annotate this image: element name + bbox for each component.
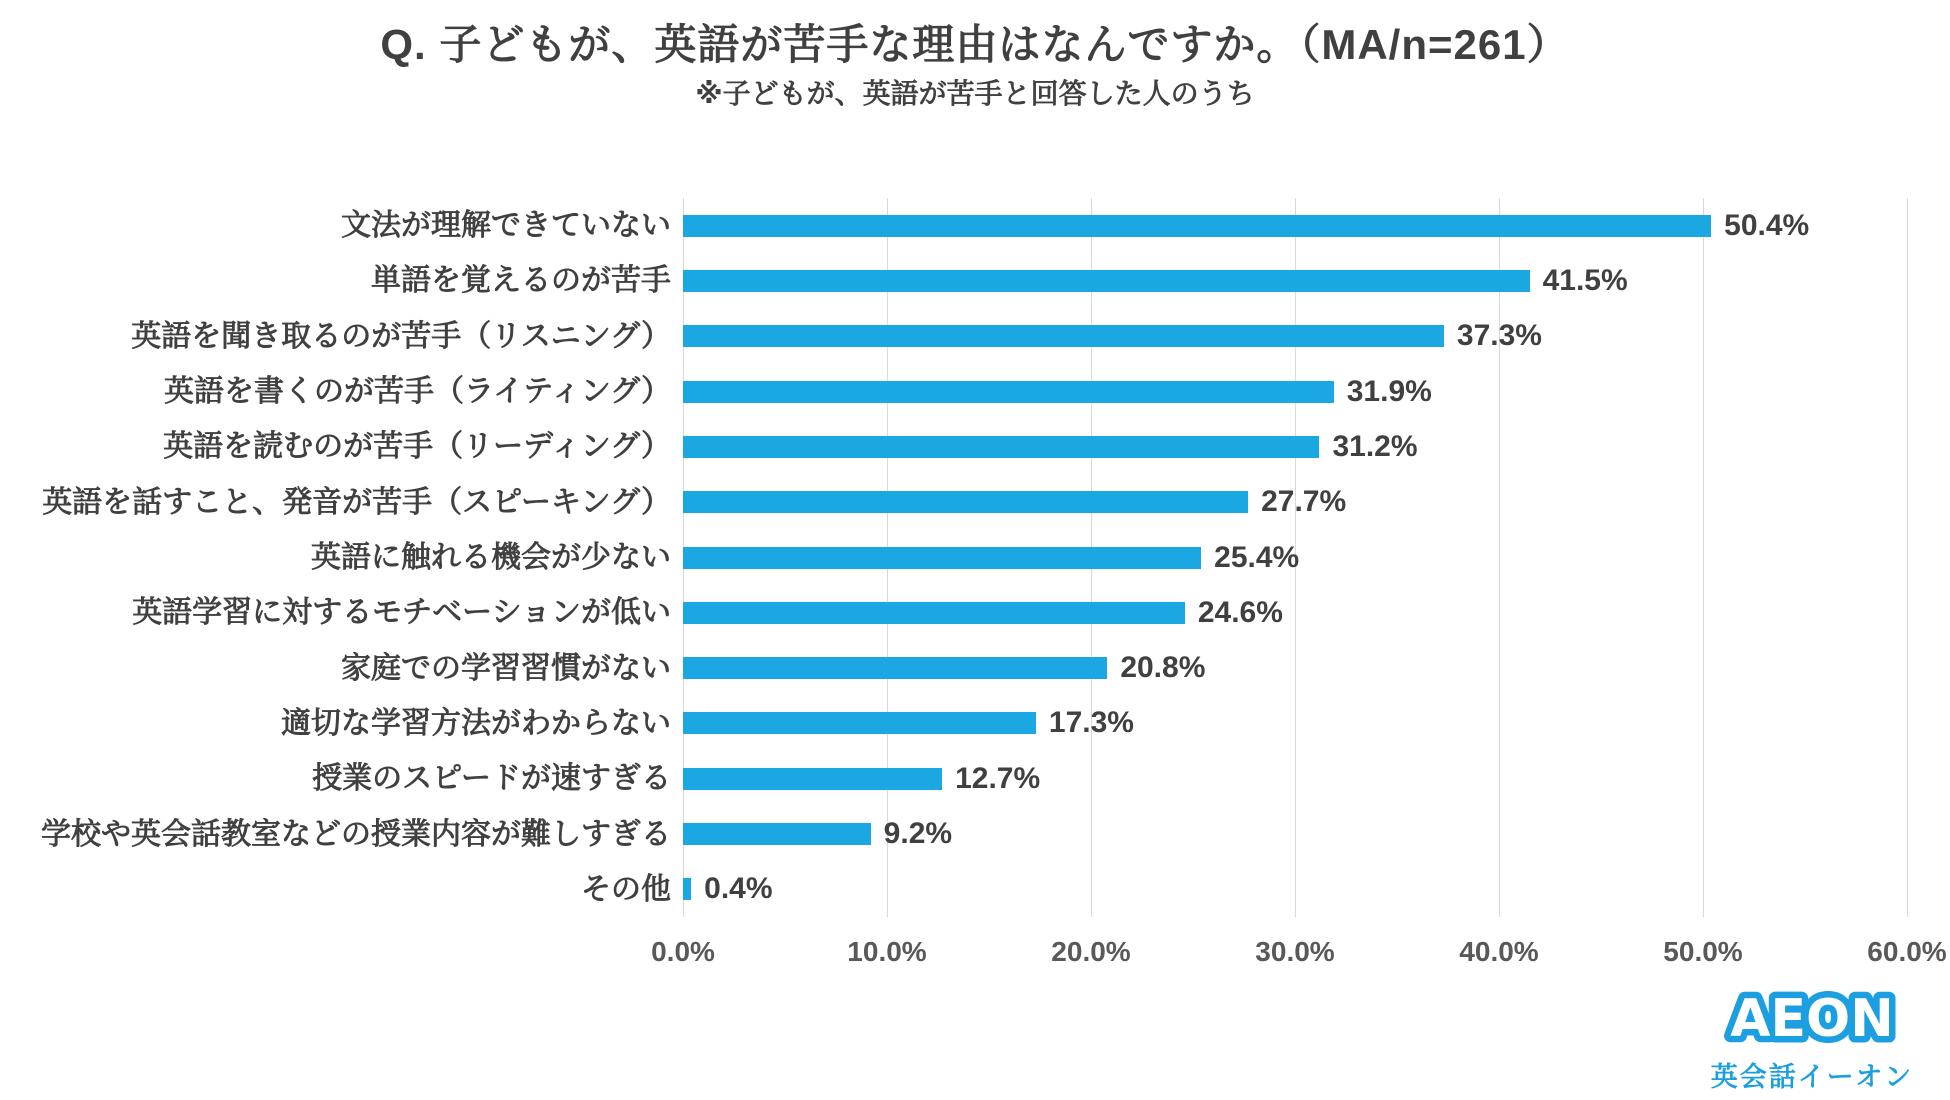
value-label: 50.4% bbox=[1724, 208, 1810, 242]
bar-row bbox=[683, 862, 1907, 917]
bar bbox=[683, 325, 1444, 347]
bar bbox=[683, 878, 691, 900]
gridline bbox=[1907, 198, 1908, 917]
aeon-logo-caption: 英会話イーオン bbox=[1710, 1062, 1914, 1092]
category-label: 英語を聞き取るのが苦手（リスニング） bbox=[131, 319, 671, 353]
bar-rows bbox=[683, 198, 1907, 917]
bar-row bbox=[683, 585, 1907, 640]
category-row bbox=[0, 696, 683, 751]
bar bbox=[683, 436, 1319, 458]
category-row bbox=[0, 198, 683, 253]
category-row bbox=[0, 530, 683, 585]
plot-area bbox=[683, 198, 1907, 917]
category-axis bbox=[0, 198, 683, 917]
category-label: 学校や英会話教室などの授業内容が難しすぎる bbox=[41, 817, 671, 851]
x-axis-tick: 50.0% bbox=[1663, 936, 1743, 967]
category-row bbox=[0, 806, 683, 861]
bar bbox=[683, 491, 1248, 513]
bar-row bbox=[683, 475, 1907, 530]
category-row bbox=[0, 862, 683, 917]
aeon-logo-mark bbox=[1692, 980, 1932, 1052]
value-label: 31.9% bbox=[1346, 374, 1432, 408]
category-label: 英語を話すこと、発音が苦手（スピーキング） bbox=[42, 485, 671, 519]
value-label: 25.4% bbox=[1214, 540, 1300, 574]
category-row bbox=[0, 364, 683, 419]
x-axis-tick: 60.0% bbox=[1867, 936, 1947, 967]
category-row bbox=[0, 475, 683, 530]
bar-row bbox=[683, 530, 1907, 585]
bar bbox=[683, 270, 1530, 292]
bar bbox=[683, 768, 942, 790]
bar bbox=[683, 823, 871, 845]
bar bbox=[683, 215, 1711, 237]
category-row bbox=[0, 419, 683, 474]
value-label: 20.8% bbox=[1120, 651, 1206, 685]
value-label: 31.2% bbox=[1332, 429, 1418, 463]
category-row bbox=[0, 641, 683, 696]
category-label: 英語学習に対するモチベーションが低い bbox=[132, 596, 671, 630]
bar-row bbox=[683, 751, 1907, 806]
value-label: 17.3% bbox=[1048, 706, 1134, 740]
bar bbox=[683, 712, 1036, 734]
value-label: 37.3% bbox=[1456, 319, 1542, 353]
bar bbox=[683, 381, 1334, 403]
bar-row bbox=[683, 641, 1907, 696]
value-label: 0.4% bbox=[704, 872, 773, 906]
category-label: 授業のスピードが速すぎる bbox=[312, 762, 671, 796]
x-axis bbox=[651, 936, 1947, 972]
category-label: 文法が理解できていない bbox=[341, 209, 671, 243]
bar-row bbox=[683, 419, 1907, 474]
category-row bbox=[0, 253, 683, 308]
category-label: 家庭での学習習慣がない bbox=[341, 651, 671, 685]
aeon-logo-text: AEON bbox=[1730, 989, 1894, 1049]
category-label: 英語を書くのが苦手（ライティング） bbox=[164, 375, 671, 409]
value-label: 41.5% bbox=[1542, 263, 1628, 297]
bar-row bbox=[683, 806, 1907, 861]
x-axis-tick: 30.0% bbox=[1255, 936, 1335, 967]
aeon-logo bbox=[1692, 980, 1932, 1094]
chart-subtitle: ※子どもが、英語が苦手と回答した人のうち bbox=[695, 78, 1255, 109]
category-row bbox=[0, 751, 683, 806]
bar-row bbox=[683, 309, 1907, 364]
x-axis-tick: 10.0% bbox=[847, 936, 927, 967]
category-label: 英語を読むのが苦手（リーディング） bbox=[163, 430, 671, 464]
category-row bbox=[0, 309, 683, 364]
value-label: 9.2% bbox=[883, 817, 953, 851]
bar bbox=[683, 547, 1201, 569]
category-label: 英語に触れる機会が少ない bbox=[311, 541, 671, 575]
value-label: 24.6% bbox=[1197, 595, 1283, 629]
category-label: 適切な学習方法がわからない bbox=[281, 706, 671, 740]
category-label: 単語を覚えるのが苦手 bbox=[371, 264, 671, 298]
bar-row bbox=[683, 364, 1907, 419]
x-axis-tick: 0.0% bbox=[651, 936, 715, 967]
value-label: 27.7% bbox=[1261, 485, 1347, 519]
x-axis-tick: 20.0% bbox=[1051, 936, 1131, 967]
bar bbox=[683, 602, 1185, 624]
bar-row bbox=[683, 253, 1907, 308]
chart-title: Q. 子どもが、英語が苦手な理由はなんですか。（MA/n=261） bbox=[380, 21, 1570, 68]
x-axis-tick: 40.0% bbox=[1459, 936, 1539, 967]
category-row bbox=[0, 585, 683, 640]
bar-row bbox=[683, 198, 1907, 253]
bar-row bbox=[683, 696, 1907, 751]
bar bbox=[683, 657, 1107, 679]
value-label: 12.7% bbox=[955, 761, 1041, 795]
category-label: その他 bbox=[581, 872, 671, 906]
